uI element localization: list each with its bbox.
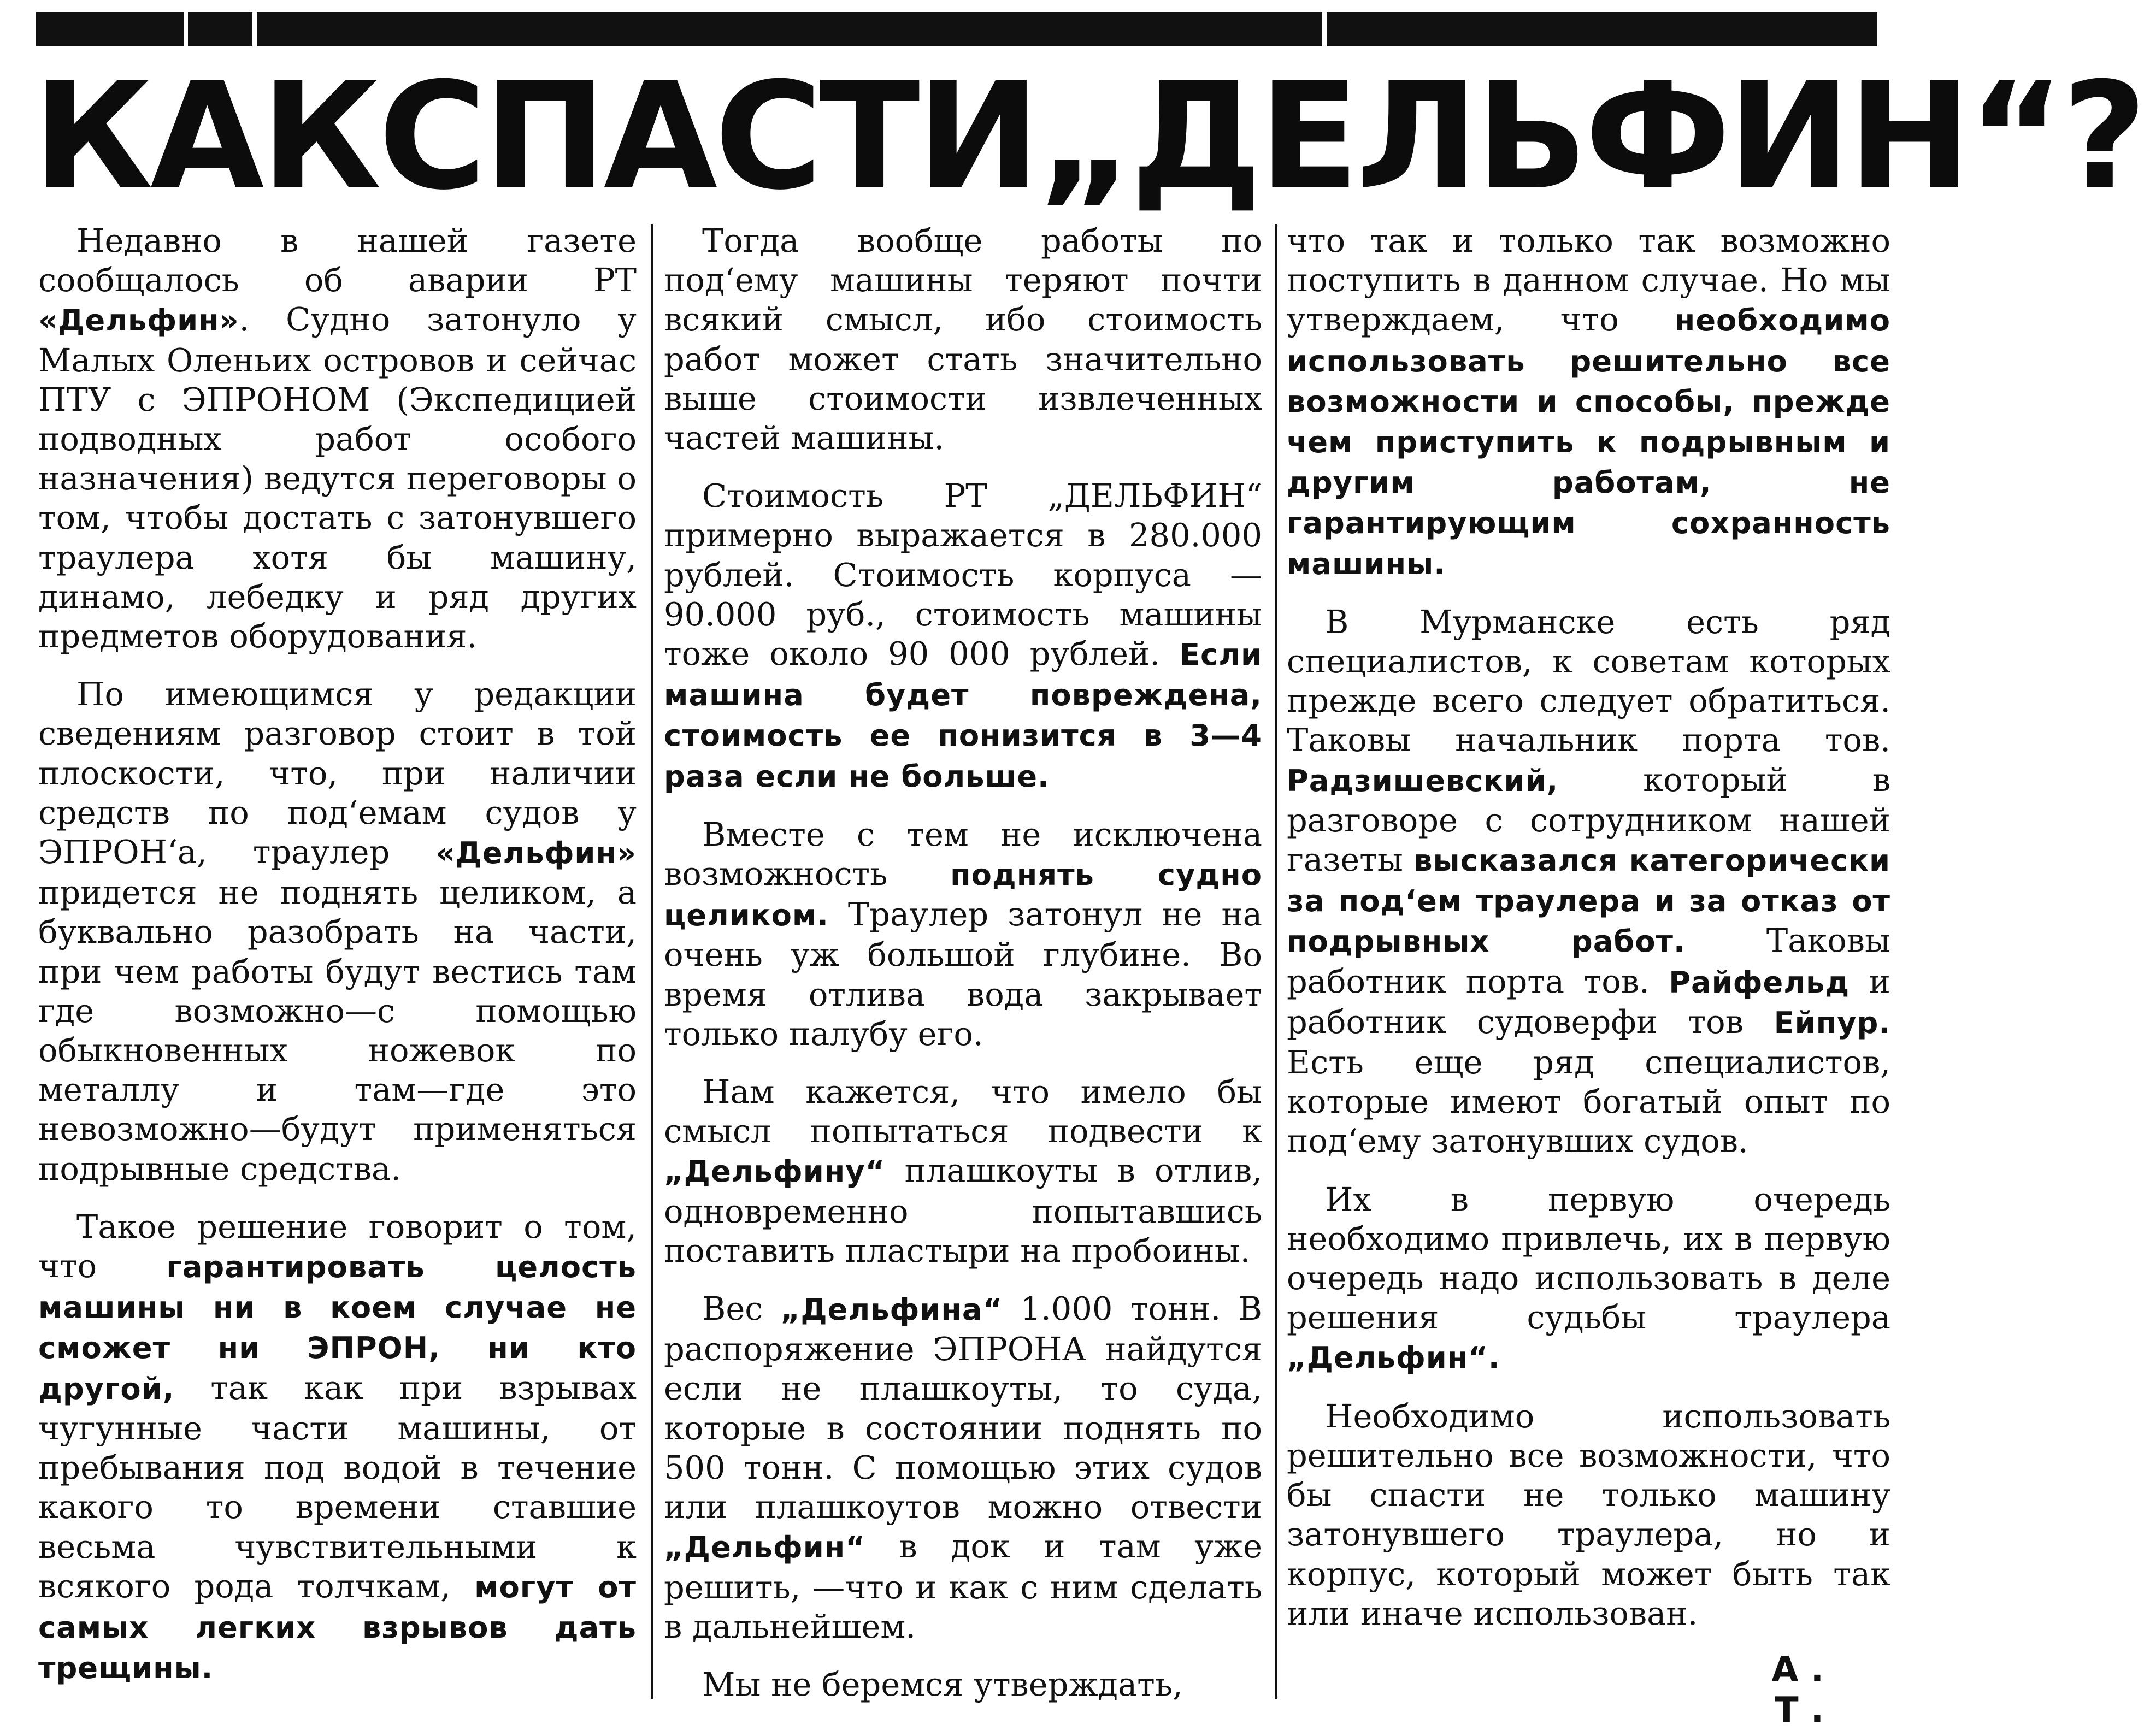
body-text: Вес: [702, 1290, 781, 1328]
article-paragraph: [1287, 1180, 1890, 1378]
body-text: Такое решение говорит о том, что: [38, 1207, 637, 1285]
body-text: Вместе с тем не исключена возможность: [664, 815, 1262, 893]
article-paragraph: [1287, 221, 1890, 584]
top-rule: [36, 12, 1877, 46]
article-paragraph: [38, 675, 637, 1189]
headline-word: КАК: [33, 50, 379, 222]
body-text: в док и там уже решить, —что и как с ним сделать в дальнейшем.: [664, 1527, 1262, 1645]
body-text: который в разговоре с сотрудником нашей газеты: [1287, 760, 1890, 879]
bold-text: Если машина будет повреждена, стоимость ее понизится в 3—4 раза если не больше.: [664, 637, 1262, 794]
article-paragraph: [1287, 1397, 1890, 1633]
body-text: Необходимо использовать решительно все возможности, что бы спасти не только машину затонувшего траулера, но и корпус, который может быть так или иначе использован.: [1287, 1397, 1890, 1632]
body-text: и работник судоверфи тов: [1287, 962, 1890, 1041]
article-paragraph: [664, 1289, 1262, 1646]
article-paragraph: [664, 476, 1262, 796]
rule-gap: [252, 12, 257, 46]
rule-gap: [1322, 12, 1327, 46]
bold-text: Ейпур.: [1774, 1005, 1890, 1040]
bold-text: Райфельд: [1669, 965, 1850, 1000]
headline-word: „ДЕЛЬФИН“?: [1036, 50, 2144, 222]
bold-text: Радзишевский,: [1287, 763, 1559, 798]
body-text: плашкоуты в отлив, одновременно попытавшись поставить пластыри на пробоины.: [664, 1152, 1262, 1269]
bold-text: высказался категорически за под‘ем траулера и за отказ от подрывных работ.: [1287, 843, 1890, 959]
article-paragraph: [38, 1207, 637, 1688]
body-text: . Судно затонуло у Малых Оленьих островов и сейчас ПТУ с ЭПРОНОМ (Экспедицией подводных работ особого назначения) ведутся переговоры о том, чтобы достать с затонувшего траулера хотя бы машину, динамо, лебедку и ряд других предметов оборудования.: [38, 300, 637, 656]
headline: [33, 50, 2144, 222]
bold-text: гарантировать целость машины ни в коем случае не сможет ни ЭПРОН, ни кто другой,: [38, 1250, 637, 1406]
bold-text: «Дельфин»: [38, 303, 239, 338]
article-column-3: [1287, 221, 1890, 1696]
body-text: Мы не беремся утверждать,: [702, 1665, 1183, 1703]
bold-text: необходимо использовать решительно все возможности и способы, прежде чем приступить к подрывным и другим работам, не гарантирующим сохранность машины.: [1287, 303, 1890, 581]
body-text: придется не поднять целиком, а буквально разобрать на части, при чем работы будут вестись там где возможно—с помощью обыкновенных ножевок по металлу и там—где это невозможно—будут применяться подрывные средства.: [38, 873, 637, 1188]
body-text: Их в первую очередь необходимо привлечь, их в первую очередь надо использовать в деле решения судьбы траулера: [1287, 1180, 1890, 1337]
bold-text: „Дельфин“.: [1287, 1341, 1500, 1375]
author-signature: А. Т.: [1771, 1650, 1836, 1731]
body-text: Таковы работник порта тов.: [1287, 922, 1890, 1000]
bold-text: поднять судно целиком.: [664, 858, 1262, 933]
headline-word: СПАСТИ: [378, 50, 1037, 222]
bold-text: „Дельфина“: [780, 1292, 1003, 1327]
column-divider: [1275, 224, 1277, 1699]
bold-text: «Дельфин»: [435, 836, 637, 871]
article-column-2: [664, 221, 1262, 1703]
article-paragraph: [664, 1665, 1262, 1704]
bold-text: могут от самых легких взрывов дать трещины.: [38, 1569, 637, 1686]
article-paragraph: [664, 1072, 1262, 1271]
body-text: что так и только так возможно поступить в данном случае. Но мы утверждаем, что: [1287, 222, 1890, 339]
article-paragraph: [1287, 603, 1890, 1161]
article-column-1: [38, 221, 637, 1696]
body-text: Есть еще ряд специалистов, которые имеют богатый опыт по под‘ему затонувших судов.: [1287, 1043, 1890, 1160]
rule-gap: [184, 12, 188, 46]
body-text: Недавно в нашей газете сообщалось об аварии РТ: [38, 222, 637, 299]
article-paragraph: [38, 221, 637, 656]
body-text: В Мурманске есть ряд специалистов, к советам которых прежде всего следует обратиться. Таковы начальник порта тов.: [1287, 603, 1890, 759]
body-text: так как при взрывах чугунные части машины, от пребывания под водой в течение какого то времени ставшие весьма чувствительными к всякого рода толчкам,: [38, 1368, 637, 1605]
body-text: Траулер затонул не на очень уж большой глубине. Во время отлива вода закрывает только палубу его.: [664, 895, 1262, 1053]
article-paragraph: [664, 221, 1262, 458]
article-paragraph: [664, 815, 1262, 1054]
column-divider: [651, 224, 653, 1699]
body-text: 1.000 тонн. В распоряжение ЭПРОНА найдутся если не плашкоуты, то суда, которые в состоянии поднять по 500 тонн. С помощью этих судов или плашкоутов можно отвести: [664, 1290, 1262, 1526]
body-text: Нам кажется, что имело бы смысл попытаться подвести к: [664, 1073, 1262, 1150]
bold-text: „Дельфину“: [664, 1154, 886, 1189]
body-text: Тогда вообще работы по под‘ему машины теряют почти всякий смысл, ибо стоимость работ может стать значительно выше стоимости извлеченных частей машины.: [664, 222, 1262, 457]
bold-text: „Дельфин“: [664, 1530, 865, 1565]
body-text: По имеющимся у редакции сведениям разговор стоит в той плоскости, что, при наличии средств по под‘емам судов у ЭПРОН‘а, траулер: [38, 675, 637, 871]
body-text: Стоимость РТ „ДЕЛЬФИН“ примерно выражается в 280.000 рублей. Стоимость корпуса — 90.000 руб., стоимость машины тоже около 90 000 рублей.: [664, 477, 1262, 673]
